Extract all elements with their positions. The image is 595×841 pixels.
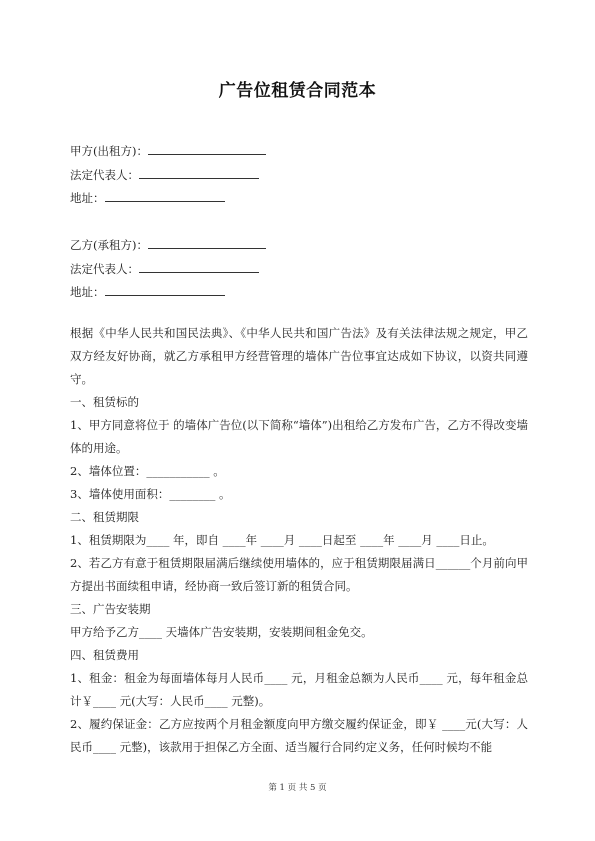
clause-4-1: 1、租金：租金为每面墙体每月人民币____ 元，月租金总额为人民币____ 元，每年租金总计￥____ 元(大写：人民币____ 元整)。: [70, 671, 528, 708]
clause-1-3: 3、墙体使用面积：________ 。: [70, 487, 231, 501]
party-b-label: 乙方(承租方)：: [70, 238, 148, 252]
contract-body: [70, 322, 528, 759]
clause-2-1: 1、租赁期限为____ 年，即自 ____年 ____月 ____日起至 ____年 ____月 ____日止。: [70, 533, 494, 547]
party-b-address-field: [70, 284, 225, 299]
party-b-address-label: 地址：: [70, 285, 105, 299]
party-a-blank: [148, 143, 266, 155]
section-heading-lease-object: 一、租赁标的: [70, 395, 139, 409]
party-a-address-blank: [105, 190, 225, 202]
party-b-rep-field: [70, 261, 259, 276]
clause-2-2: 2、若乙方有意于租赁期限届满后继续使用墙体的，应于租赁期限届满日______个月前向甲方提出书面续租申请，经协商一致后签订新的租赁合同。: [70, 556, 528, 593]
party-b-rep-label: 法定代表人：: [70, 262, 139, 276]
party-a-field: [70, 143, 266, 158]
party-b-field: [70, 237, 266, 252]
party-a-address-label: 地址：: [70, 191, 105, 205]
party-b-blank: [148, 237, 266, 249]
clause-1-2: 2、墙体位置：___________ 。: [70, 464, 225, 478]
document-title: 广告位租赁合同范本: [218, 81, 377, 101]
party-b-address-blank: [105, 284, 225, 296]
section-heading-lease-term: 二、租赁期限: [70, 510, 139, 524]
clause-1-1: 1、甲方同意将位于 的墙体广告位(以下简称“墙体”)出租给乙方发布广告，乙方不得改变墙体的用途。: [70, 418, 528, 455]
section-heading-install-period: 三、广告安装期: [70, 602, 151, 616]
party-b-rep-blank: [139, 261, 259, 273]
page-footer: 第 1 页 共 5 页: [268, 783, 327, 793]
party-a-rep-label: 法定代表人：: [70, 168, 139, 182]
clause-4-2: 2、履约保证金：乙方应按两个月租金额度向甲方缴交履约保证金，即￥ ____元(大写：人民币____ 元整)，该款用于担保乙方全面、适当履行合同约定义务，任何时候均不能: [70, 717, 528, 754]
party-a-rep-blank: [139, 167, 259, 179]
party-a-label: 甲方(出租方)：: [70, 144, 148, 158]
party-a-rep-field: [70, 167, 259, 182]
section-heading-fees: 四、租赁费用: [70, 648, 139, 662]
clause-3: 甲方给予乙方____ 天墙体广告安装期，安装期间租金免交。: [70, 625, 373, 639]
party-a-address-field: [70, 190, 225, 205]
preamble-paragraph: 根据《中华人民共和国民法典》、《中华人民共和国广告法》及有关法律法规之规定，甲乙双方经友好协商，就乙方承租甲方经营管理的墙体广告位事宜达成如下协议，以资共同遵守。: [70, 326, 528, 386]
